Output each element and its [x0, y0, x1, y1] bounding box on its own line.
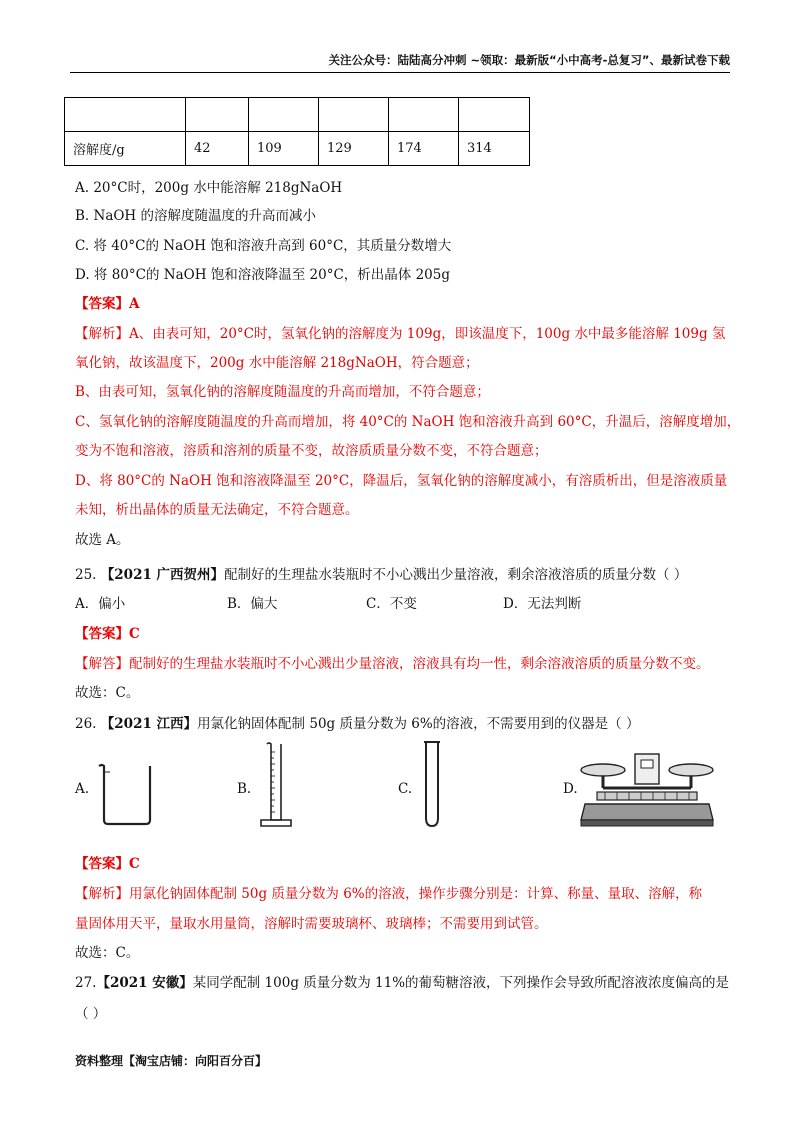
table-cell: [389, 98, 459, 132]
question-number: 25.: [75, 567, 97, 583]
q26-analysis-line: 量固体用天平，量取水用量筒，溶解时需要玻璃杯、玻璃棒；不需要用到试管。: [75, 916, 548, 932]
q26-analysis-line: 【解析】用氯化钠固体配制 50g 质量分数为 6%的溶液，操作步骤分别是：计算、称量、量取、溶解，称: [75, 886, 703, 902]
q24-analysis-line: B、由表可知，氢氧化钠的溶解度随温度的升高而增加，不符合题意；: [75, 384, 490, 400]
question-number: 26.: [75, 716, 97, 732]
q25-option-d: D．无法判断: [503, 596, 582, 612]
page-header: 关注公众号：陆陆高分冲刺 ~领取：最新版“小中高考-总复习”、最新试卷下载: [328, 53, 730, 67]
q26-option-d-label: D.: [563, 781, 578, 797]
q26-option-c-label: C.: [398, 781, 413, 797]
q26-option-a-label: A.: [75, 781, 90, 797]
beaker-icon: [96, 760, 158, 828]
question-source: 【2021 江西】: [100, 716, 198, 732]
q25-option-b: B．偏大: [227, 596, 278, 612]
page-footer: 资料整理【淘宝店铺：向阳百分百】: [75, 1054, 268, 1068]
balance-scale-icon: [577, 748, 717, 832]
test-tube-icon: [420, 738, 444, 830]
q24-analysis-line: D、将 80°C的 NaOH 饱和溶液降温至 20°C，降温后，氢氧化钠的溶解度减小，有溶质析出，但是溶液质量: [75, 473, 728, 489]
q24-option-a: A. 20°C时，200g 水中能溶解 218gNaOH: [75, 180, 343, 196]
q24-analysis-line: 未知，析出晶体的质量无法确定，不符合题意。: [75, 502, 359, 518]
q25-option-a: A．偏小: [75, 596, 126, 612]
question-source: 【2021 广西贺州】: [100, 567, 225, 583]
question-text: 用氯化钠固体配制 50g 质量分数为 6%的溶液，不需要用到的仪器是（ ）: [197, 716, 640, 732]
table-cell: [65, 98, 186, 132]
q26-conclusion: 故选：C。: [75, 945, 140, 961]
table-row-label: 溶解度/g: [65, 132, 186, 166]
q24-conclusion: 故选 A。: [75, 532, 130, 548]
table-cell: 174: [389, 132, 459, 166]
q26-option-b-label: B.: [237, 781, 252, 797]
q24-analysis-line: 【解析】A、由表可知，20°C时，氢氧化钠的溶解度为 109g，即该温度下，100g 水中最多能溶解 109g 氢: [75, 326, 726, 342]
question-number: 27.: [75, 975, 97, 991]
table-cell: 129: [319, 132, 389, 166]
question-text: 某同学配制 100g 质量分数为 11%的葡萄糖溶液，下列操作会导致所配溶液浓度偏高的是: [192, 975, 730, 991]
table-cell: 42: [186, 132, 249, 166]
q24-option-b: B. NaOH 的溶解度随温度的升高而减小: [75, 208, 316, 224]
question-source: 【2021 安徽】: [96, 975, 193, 991]
q24-option-c: C. 将 40°C的 NaOH 饱和溶液升高到 60°C，其质量分数增大: [75, 238, 452, 254]
table-cell: [319, 98, 389, 132]
table-row-blank: [65, 98, 530, 132]
header-rule: [70, 72, 730, 73]
q26-answer: 【答案】C: [75, 856, 140, 872]
table-cell: [186, 98, 249, 132]
q27-stem: [75, 971, 729, 991]
table-row-solubility: [65, 132, 530, 166]
q25-stem: [75, 563, 687, 583]
graduated-cylinder-icon: [255, 740, 295, 830]
q24-analysis-line: C、氢氧化钠的溶解度随温度的升高而增加，将 40°C的 NaOH 饱和溶液升高到 60°C，升温后，溶解度增加，: [75, 414, 741, 430]
q27-blank: （ ）: [75, 1006, 107, 1022]
q24-analysis-line: 变为不饱和溶液，溶质和溶剂的质量不变，故溶质质量分数不变，不符合题意；: [75, 443, 548, 459]
table-cell: 314: [459, 132, 530, 166]
q25-conclusion: 故选：C。: [75, 685, 140, 701]
q25-option-c: C．不变: [366, 596, 417, 612]
q25-analysis: 【解答】配制好的生理盐水装瓶时不小心溅出少量溶液，溶液具有均一性，剩余溶液溶质的质量分数不变。: [75, 656, 710, 672]
solubility-table: [64, 97, 530, 166]
table-cell: [249, 98, 319, 132]
q24-analysis-line: 氧化钠，故该温度下，200g 水中能溶解 218gNaOH，符合题意；: [75, 355, 479, 371]
question-text: 配制好的生理盐水装瓶时不小心溅出少量溶液，剩余溶液溶质的质量分数（ ）: [224, 567, 688, 583]
q25-answer: 【答案】C: [75, 626, 140, 642]
table-cell: 109: [249, 132, 319, 166]
table-cell: [459, 98, 530, 132]
q24-answer: 【答案】A: [75, 296, 140, 312]
q26-stem: [75, 712, 639, 732]
q24-option-d: D. 将 80°C的 NaOH 饱和溶液降温至 20°C，析出晶体 205g: [75, 267, 451, 283]
